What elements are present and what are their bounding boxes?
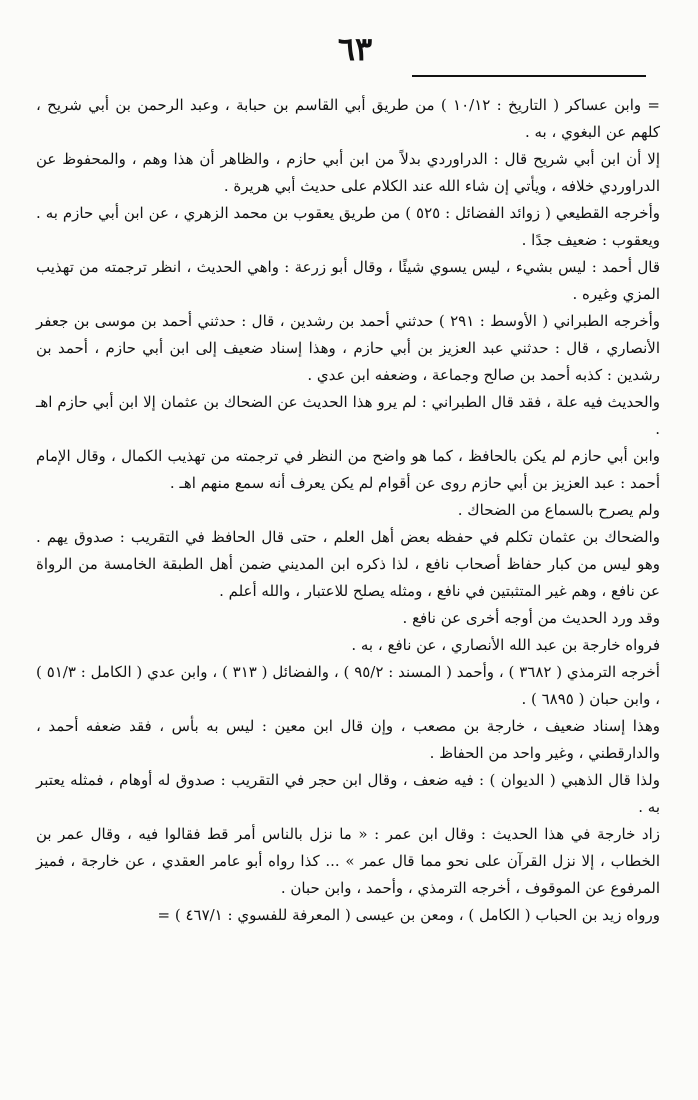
paragraph: وهذا إسناد ضعيف ، خارجة بن مصعب ، وإن قال ابن معين : ليس به بأس ، فقد ضعفه أحمد ، والدارقطني ، وغير واحد من الحفاظ .	[36, 717, 660, 762]
body-text	[36, 92, 660, 929]
paragraph: وابن أبي حازم لم يكن بالحافظ ، كما هو واضح من النظر في ترجمته من تهذيب الكمال ، وقال الإمام أحمد : عبد العزيز بن أبي حازم روى عن أقوام لم يكن يعرف أنه سمع منهم اهـ .	[36, 447, 660, 492]
paragraph: فرواه خارجة بن عبد الله الأنصاري ، عن نافع ، به .	[351, 636, 660, 654]
paragraph: والضحاك بن عثمان تكلم في حفظه بعض أهل العلم ، حتى قال الحافظ في التقريب : صدوق يهم . وهو ليس من كبار حفاظ أصحاب نافع ، لذا ذكره ابن المديني ضمن أهل الطبقة الخامسة من الرواة عن نافع ، وهم غير المتثبتين في نافع ، ومثله يصلح للاعتبار ، والله أعلم .	[36, 528, 660, 600]
paragraph: ورواه زيد بن الحباب ( الكامل ) ، ومعن بن عيسى ( المعرفة للفسوي : ٤٦٧/١ ) =	[157, 906, 660, 924]
header-rule	[412, 75, 646, 77]
paragraph: وأخرجه الطبراني ( الأوسط : ٢٩١ ) حدثني أحمد بن رشدين ، قال : حدثني أحمد بن موسى بن جعفر الأنصاري ، قال : حدثني عبد العزيز بن أبي حازم ، وهذا إسناد ضعيف إلى ابن أبي حازم ، أحمد بن رشدين : كذبه أحمد بن صالح وجماعة ، وضعفه ابن عدي .	[36, 312, 660, 384]
paragraph: ولم يصرح بالسماع من الضحاك .	[457, 501, 660, 519]
paragraph: وقد ورد الحديث من أوجه أخرى عن نافع .	[402, 609, 660, 627]
paragraph: ولذا قال الذهبي ( الديوان ) : فيه ضعف ، وقال ابن حجر في التقريب : صدوق له أوهام ، فمثله يعتبر به .	[36, 771, 660, 816]
paragraph: قال أحمد : ليس بشيء ، ليس يسوي شيئًا ، وقال أبو زرعة : واهي الحديث ، انظر ترجمته من تهذيب المزي وغيره .	[36, 258, 660, 303]
paragraph: وأخرجه القطيعي ( زوائد الفضائل : ٥٢٥ ) من طريق يعقوب بن محمد الزهري ، عن ابن أبي حازم به . ويعقوب : ضعيف جدًا .	[36, 204, 660, 249]
paragraph: إلا أن ابن أبي شريح قال : الدراوردي بدلاً من ابن أبي حازم ، والظاهر أن هذا وهم ، والمحفوظ عن الدراوردي خلافه ، ويأتي إن شاء الله عند الكلام على حديث أبي هريرة .	[36, 150, 660, 195]
paragraph: والحديث فيه علة ، فقد قال الطبراني : لم يرو هذا الحديث عن الضحاك بن عثمان إلا ابن أبي حازم اهـ .	[36, 393, 660, 438]
paragraph: زاد خارجة في هذا الحديث : وقال ابن عمر : « ما نزل بالناس أمر قط فقالوا فيه ، وقال عمر بن الخطاب ، إلا نزل القرآن على نحو مما قال عمر » ... كذا رواه أبو عامر العقدي ، عن خارجة ، فميز المرفوع عن الموقوف ، أخرجه الترمذي ، وأحمد ، وابن حبان .	[36, 825, 660, 897]
page-header	[0, 22, 698, 82]
paragraph: أخرجه الترمذي ( ٣٦٨٢ ) ، وأحمد ( المسند : ٩٥/٢ ) ، والفضائل ( ٣١٣ ) ، وابن عدي ( الكامل : ٥١/٣ ) ، وابن حبان ( ٦٨٩٥ ) .	[36, 663, 660, 708]
page-number: ٦٣	[337, 30, 373, 68]
paragraph: = وابن عساكر ( التاريخ : ١٠/١٢ ) من طريق أبي القاسم بن حبابة ، وعبد الرحمن بن أبي شريح ، كلهم عن البغوي ، به .	[36, 96, 660, 141]
